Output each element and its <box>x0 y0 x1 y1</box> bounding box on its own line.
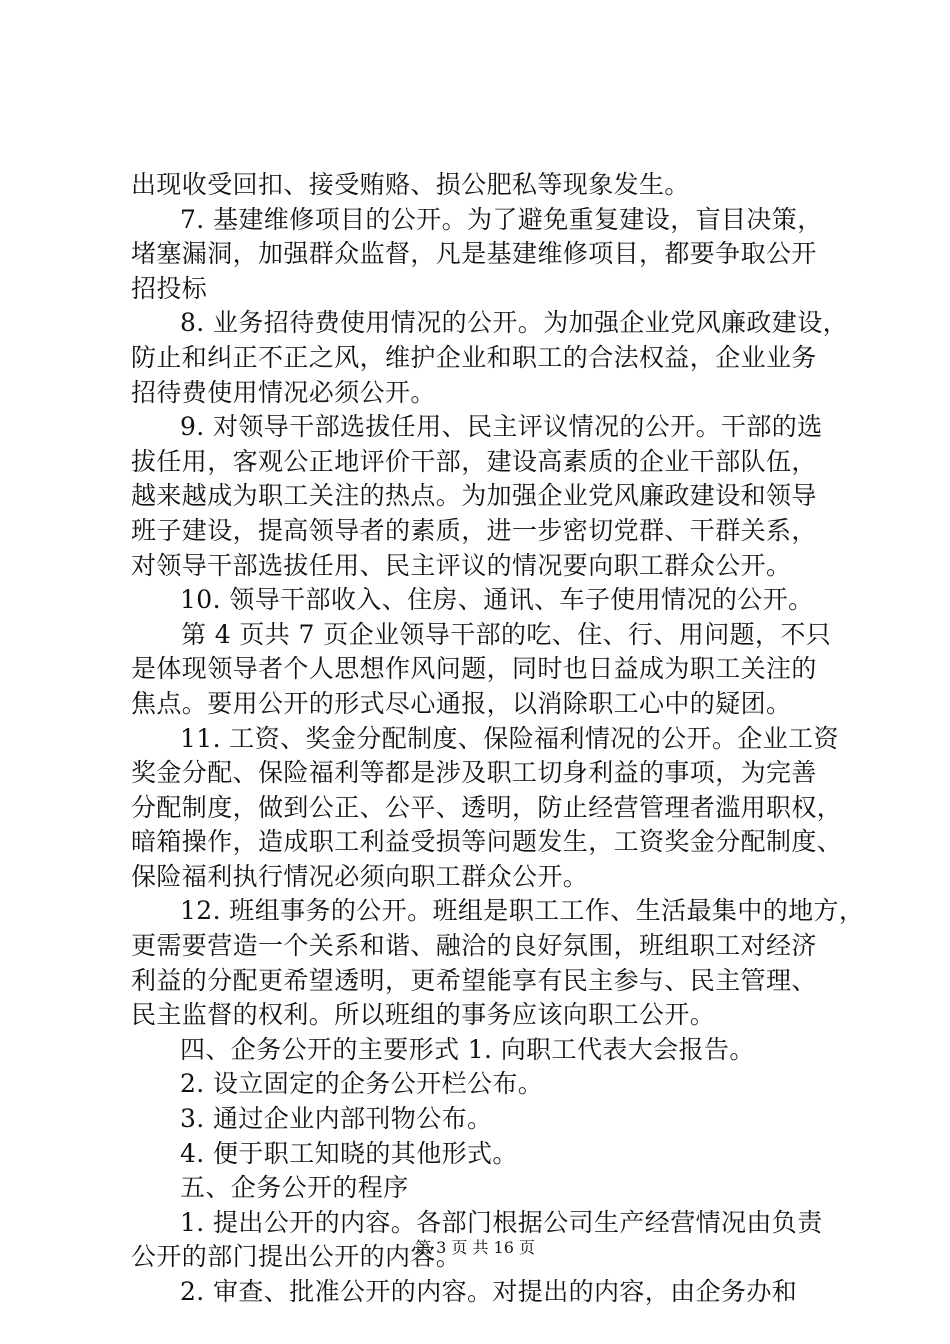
text-line: 2. 设立固定的企务公开栏公布。 <box>180 1069 544 1099</box>
text-line: 焦点。要用公开的形式尽心通报，以消除职工心中的疑团。 <box>131 688 792 718</box>
text-line: 对领导干部选拔任用、民主评议的情况要向职工群众公开。 <box>131 550 792 580</box>
text-line: 11. 工资、奖金分配制度、保险福利情况的公开。企业工资 <box>180 723 839 753</box>
text-line: 越来越成为职工关注的热点。为加强企业党风廉政建设和领导 <box>131 481 817 511</box>
text-line: 公开的部门提出公开的内容。 <box>131 1242 462 1272</box>
text-line: 2. 审查、批准公开的内容。对提出的内容，由企务办和 <box>180 1277 798 1306</box>
text-line: 是体现领导者个人思想作风问题，同时也日益成为职工关注的 <box>131 654 817 684</box>
text-line: 更需要营造一个关系和谐、融洽的良好氛围，班组职工对经济 <box>131 931 817 961</box>
text-line: 12. 班组事务的公开。班组是职工工作、生活最集中的地方， <box>180 896 865 926</box>
text-line: 4. 便于职工知晓的其他形式。 <box>180 1138 518 1168</box>
text-line: 堵塞漏洞，加强群众监督，凡是基建维修项目，都要争取公开 <box>131 239 817 269</box>
text-line: 拔任用，客观公正地评价干部，建设高素质的企业干部队伍， <box>131 446 817 476</box>
text-line: 3. 通过企业内部刊物公布。 <box>180 1104 493 1134</box>
text-line: 班子建设，提高领导者的素质，进一步密切党群、干群关系， <box>131 515 817 545</box>
text-line: 暗箱操作，造成职工利益受损等问题发生，工资奖金分配制度、 <box>131 827 843 857</box>
document-body <box>131 168 865 1310</box>
text-line: 第 4 页共 7 页企业领导干部的吃、住、行、用问题，不只 <box>181 619 832 649</box>
text-line: 分配制度，做到公正、公平、透明，防止经营管理者滥用职权， <box>131 792 843 822</box>
text-line: 五、企务公开的程序 <box>180 1173 409 1203</box>
text-line: 7. 基建维修项目的公开。为了避免重复建设，盲目决策， <box>180 204 823 234</box>
text-line: 招投标 <box>131 273 208 303</box>
text-line: 招待费使用情况必须公开。 <box>131 377 436 407</box>
text-line: 保险福利执行情况必须向职工群众公开。 <box>131 861 589 891</box>
text-line: 出现收受回扣、接受贿赂、损公肥私等现象发生。 <box>131 170 690 199</box>
page-number: 第 3 页 共 16 页 <box>415 1238 535 1257</box>
text-line: 四、企务公开的主要形式 1. 向职工代表大会报告。 <box>180 1034 755 1064</box>
text-line: 8. 业务招待费使用情况的公开。为加强企业党风廉政建设， <box>180 308 849 338</box>
text-line: 10. 领导干部收入、住房、通讯、车子使用情况的公开。 <box>180 585 814 615</box>
text-line: 民主监督的权利。所以班组的事务应该向职工公开。 <box>131 1000 716 1030</box>
text-line: 奖金分配、保险福利等都是涉及职工切身利益的事项，为完善 <box>131 758 817 788</box>
text-line: 1. 提出公开的内容。各部门根据公司生产经营情况由负责 <box>180 1207 823 1237</box>
text-line: 防止和纠正不正之风，维护企业和职工的合法权益，企业业务 <box>131 342 817 372</box>
text-line: 9. 对领导干部选拔任用、民主评议情况的公开。干部的选 <box>180 412 823 442</box>
text-line: 利益的分配更希望透明，更希望能享有民主参与、民主管理、 <box>131 965 817 995</box>
